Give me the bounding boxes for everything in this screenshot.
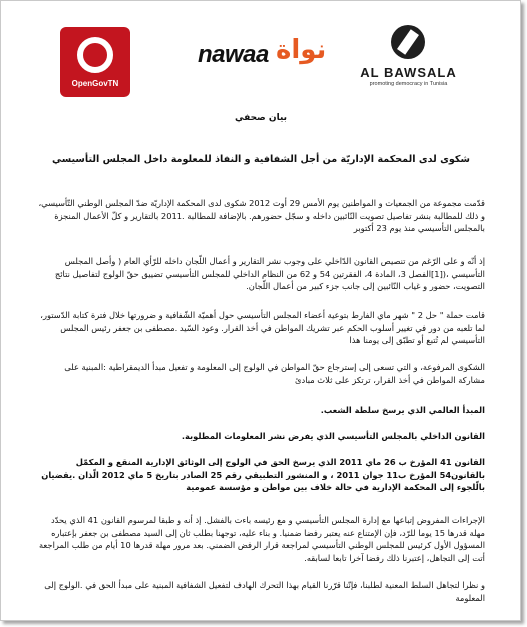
paragraph-2: إذ أنّه و على الرّغم من تنصيص القانون الدّاخلي على وجوب نشر التقارير و أعمال اللّجان داخله للرّأي العام ( وأصل المجلس التأسيسي ،([1]الفصل 3، المادة 4، الفقرتين 54 و 62 من النظام الداخلي للمجلس التأسيسي تضييق حقّ الولوج لتفاصيل نتائج التصويت، حضور و غياب النّائبين إلى جانب جزء كبير من أعمال اللّجان.: [54, 256, 485, 292]
paragraph-1: قدّمت مجموعة من الجمعيات و المواطنين يوم الأمس 29 أوت 2012 شكوى لدى المحكمة الإداريّة ضدّ المجلس الوطني التّأسيسي، و ذلك للمطالبة بنشر تفاصيل تصويت النّائبين داخله و سجّل حضورهم. بالإضافة للمطالبة .2011 بالتقارير و كلّ الأعمال المنجزة بالمجلس التأسيسي منذ يوم 23 أكتوبر: [38, 198, 485, 234]
document-heading: بيان صحفي: [234, 113, 287, 123]
al-bawsala-logo: [351, 25, 466, 95]
principle-1: المبدأ العالمي الذي يرسخ سلطة الشعب.: [320, 405, 485, 415]
compass-icon: [391, 25, 425, 59]
principle-2: القانون الداخلي بالمجلس التأسيسي الذي يفرض نشر المعلومات المطلوبة.: [181, 431, 485, 441]
bawsala-name: AL BAWSALA: [360, 65, 457, 80]
paragraph-5: الإجراءات المفروض إتباعها مع إدارة المجلس التأسيسي و مع رئيسه باءت بالفشل. إذ أنه و طبقا لمرسوم القانون 41 الذي يحدّد مهلة قدرها 15 يوما للرّد، فإن الإمتناع عنه يعتبر رفضا ضمنيا. و بناء عليه، توجهنا بطلب ثان إلى السيد مصطفى بن جعفر بإعتباره المسؤول الأول كرئيس للمجلس الوطني التأسيسي لمراجعة قرار الرفض الضمني. بعد مرور مهلة قدرها 10 أيام من طلب المراجعة أتت إلى التجاهل، إعتبرنا ذلك رفضا آخرا تابعا لسابقه.: [38, 515, 485, 563]
opengovtn-logo: [60, 27, 130, 97]
paragraph-3: قامت حملة " حل 2 " شهر ماي الفارط بتوعية أعضاء المجلس التأسيسي حول أهميّة الشّفافية و ضرورتها خلال فترة كتابة الدّستور، لما تلعبه من دور في تغيير أسلوب الحكم عبر تشريك المواطن في أخذ القرار. وعود السّيد .مصطفى بن جعفر رئيس المجلس التأسيسي لم تُتبع أو تطبّق إلى يومنا هذا: [40, 310, 485, 346]
opengov-ring-icon: [77, 37, 113, 73]
nawaat-logo: [198, 35, 326, 75]
bawsala-tagline: promoting democracy in Tunisia: [369, 81, 448, 87]
paragraph-6: و نظرا لتجاهل السلط المعنية لطلبنا، فإنّنا قرّرنا القيام بهذا التحرك الهادف لتفعيل الشفافية المبنية على مبدأ الحق في .الولوج إلى المعلومة: [44, 580, 485, 603]
document-title: شكوى لدى المحكمة الإداريّة من أجل الشفافية و النفاذ للمعلومة داخل المجلس التأسيسي: [52, 154, 470, 165]
opengov-logo-text: OpenGovTN: [71, 79, 119, 88]
paragraph-4: الشكوى المرفوعة، و التي تسعى إلى إسترجاع حقّ المواطن في الولوج إلى المعلومة و تفعيل مبدأ الديمقراطية :المبنية على مشاركة المواطن في أخذ القرار، ترتكز على ثلاث مبادئ: [64, 362, 485, 385]
nawaat-arabic-text: نواة: [276, 35, 327, 65]
nawaat-latin-text: nawaa: [198, 41, 269, 68]
principle-3: القانون 41 المؤرخ ب 26 ماي 2011 الذي يرسخ الحق في الولوج إلى الوثائق الإدارية المنقع و المكمّل بالقانون54 المؤرخ ب11 جوان 2011 ، و المنشور التطبيقي رقم 25 الصادر بتاريخ 5 ماي 2012 الّذان .يقضيان بالّلجوء إلى المحكمة الإدارية في حالة خلاف بين مواطن و مؤسسة عمومية: [41, 457, 485, 493]
